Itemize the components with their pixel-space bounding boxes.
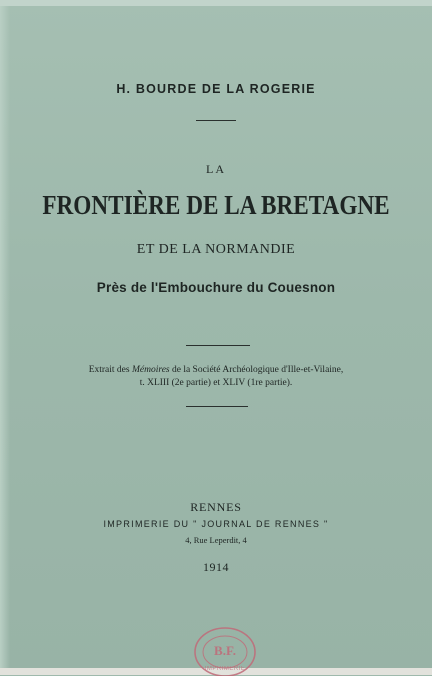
- title-article: LA: [206, 162, 226, 176]
- stamp-text: B.F.: [214, 643, 236, 658]
- extract-note-line2: t. XLIII (2e partie) et XLIV (1re partie).: [139, 378, 293, 388]
- divider-lower: [186, 406, 248, 407]
- publication-city: RENNES: [190, 500, 242, 514]
- library-stamp-icon: [192, 624, 258, 676]
- extract-suffix: de la Société Archéologique d'Ille-et-Vilaine,: [169, 365, 344, 375]
- subtitle-location: Près de l'Embouchure du Couesnon: [96, 280, 336, 295]
- cover-edge-top: [0, 0, 432, 6]
- extract-journal: Mémoires: [131, 365, 170, 375]
- divider-middle: [186, 345, 250, 346]
- author-name: H. BOURDE DE LA ROGERIE: [116, 82, 316, 96]
- printer-address: 4, Rue Leperdit, 4: [185, 535, 247, 545]
- publication-year: 1914: [203, 560, 229, 574]
- stamp-ring-text: IMPRIMERIE: [204, 666, 246, 672]
- printer-name: IMPRIMERIE DU " JOURNAL DE RENNES ": [103, 519, 329, 529]
- extract-prefix: Extrait des: [88, 365, 132, 375]
- main-title: FRONTIÈRE DE LA BRETAGNE: [42, 190, 390, 220]
- subtitle-region: ET DE LA NORMANDIE: [136, 242, 296, 257]
- divider-top: [196, 120, 236, 121]
- extract-note-line1: [0, 365, 432, 375]
